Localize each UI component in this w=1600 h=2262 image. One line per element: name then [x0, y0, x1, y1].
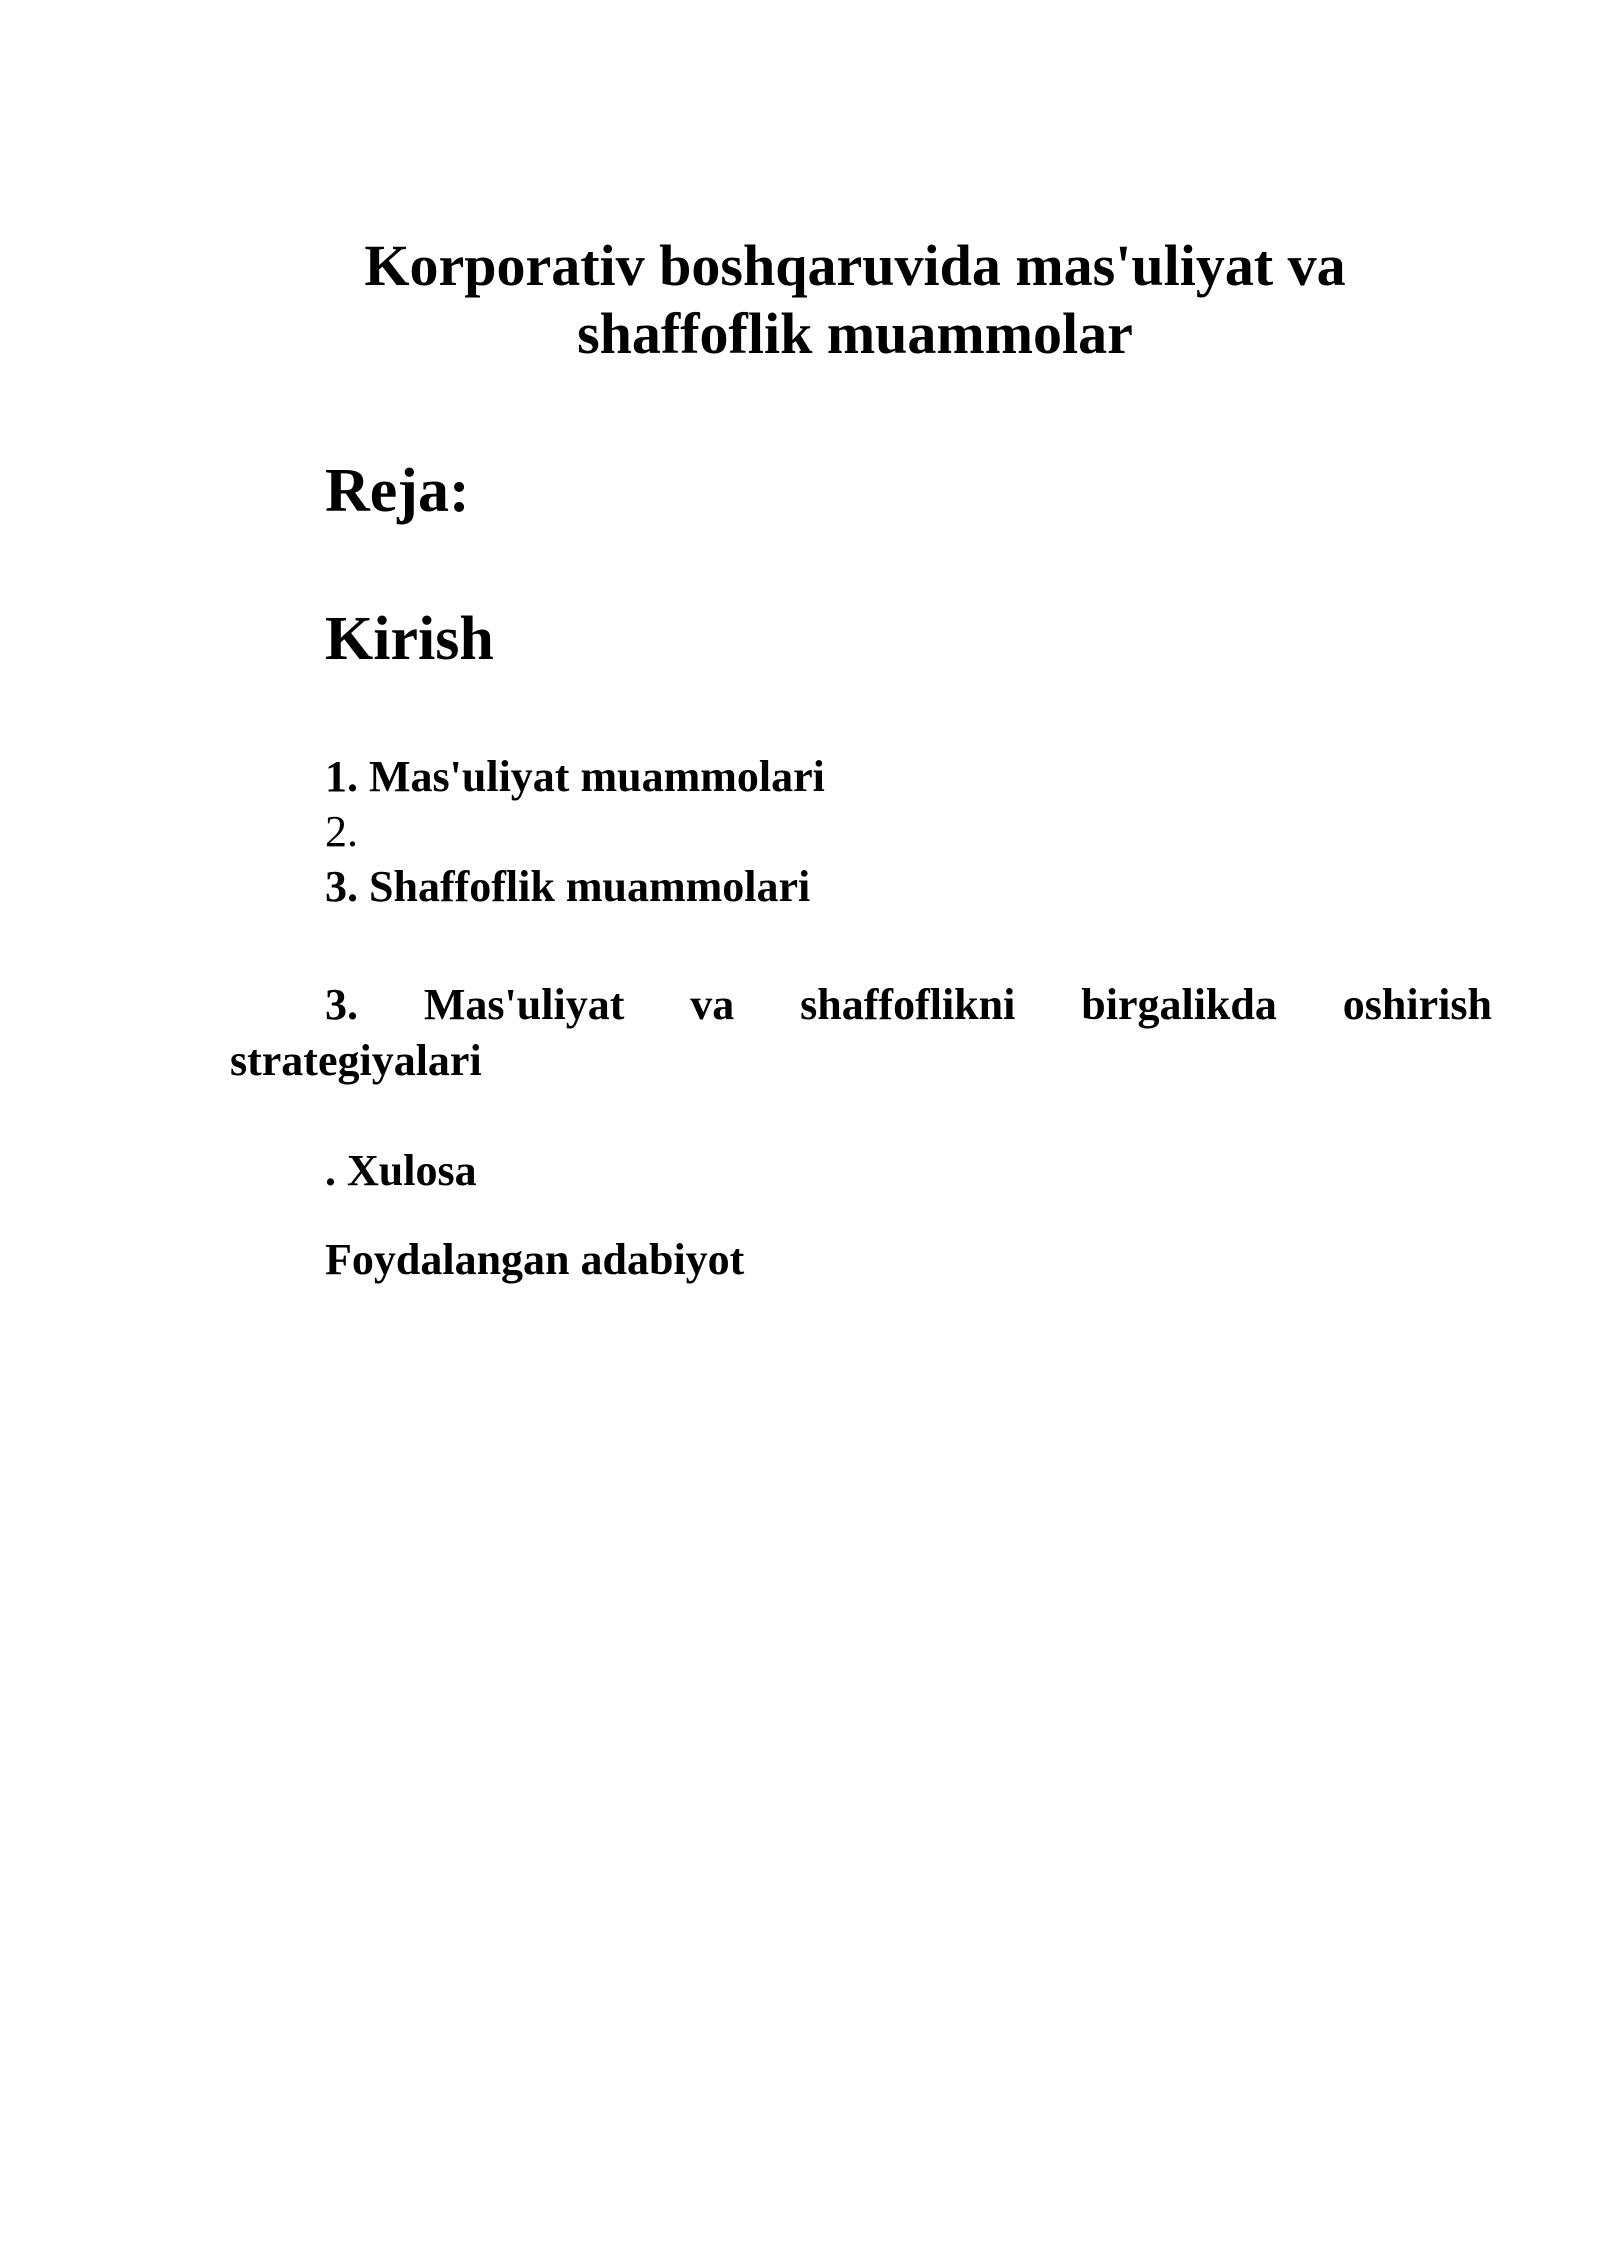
- strategy-word: 3.: [325, 980, 358, 1029]
- strategy-word: va: [690, 980, 735, 1029]
- strategy-word: birgalikda: [1081, 980, 1277, 1029]
- strategy-item: [230, 977, 1492, 1089]
- plan-item-1: 1. Mas'uliyat muammolari: [325, 752, 825, 801]
- strategy-word: oshirish: [1342, 980, 1492, 1029]
- strategy-item-line-2: strategiyalari: [230, 1036, 482, 1085]
- plan-heading: Reja:: [325, 457, 470, 525]
- title-line-1: Korporativ boshqaruvida mas'uliyat va: [364, 233, 1346, 298]
- strategy-word: Mas'uliyat: [423, 980, 625, 1029]
- plan-item-3: 3. Shaffoflik muammolari: [325, 862, 811, 911]
- strategy-item-line-1: [230, 977, 1492, 1033]
- title-line-2: shaffoflik muammolar: [577, 301, 1133, 366]
- document-title: [230, 232, 1480, 368]
- references-item: Foydalangan adabiyot: [325, 1235, 745, 1284]
- conclusion-item: . Xulosa: [325, 1146, 477, 1195]
- intro-heading: Kirish: [325, 605, 494, 673]
- plan-item-2: 2.: [325, 807, 358, 856]
- strategy-word: shaffoflikni: [800, 980, 1016, 1029]
